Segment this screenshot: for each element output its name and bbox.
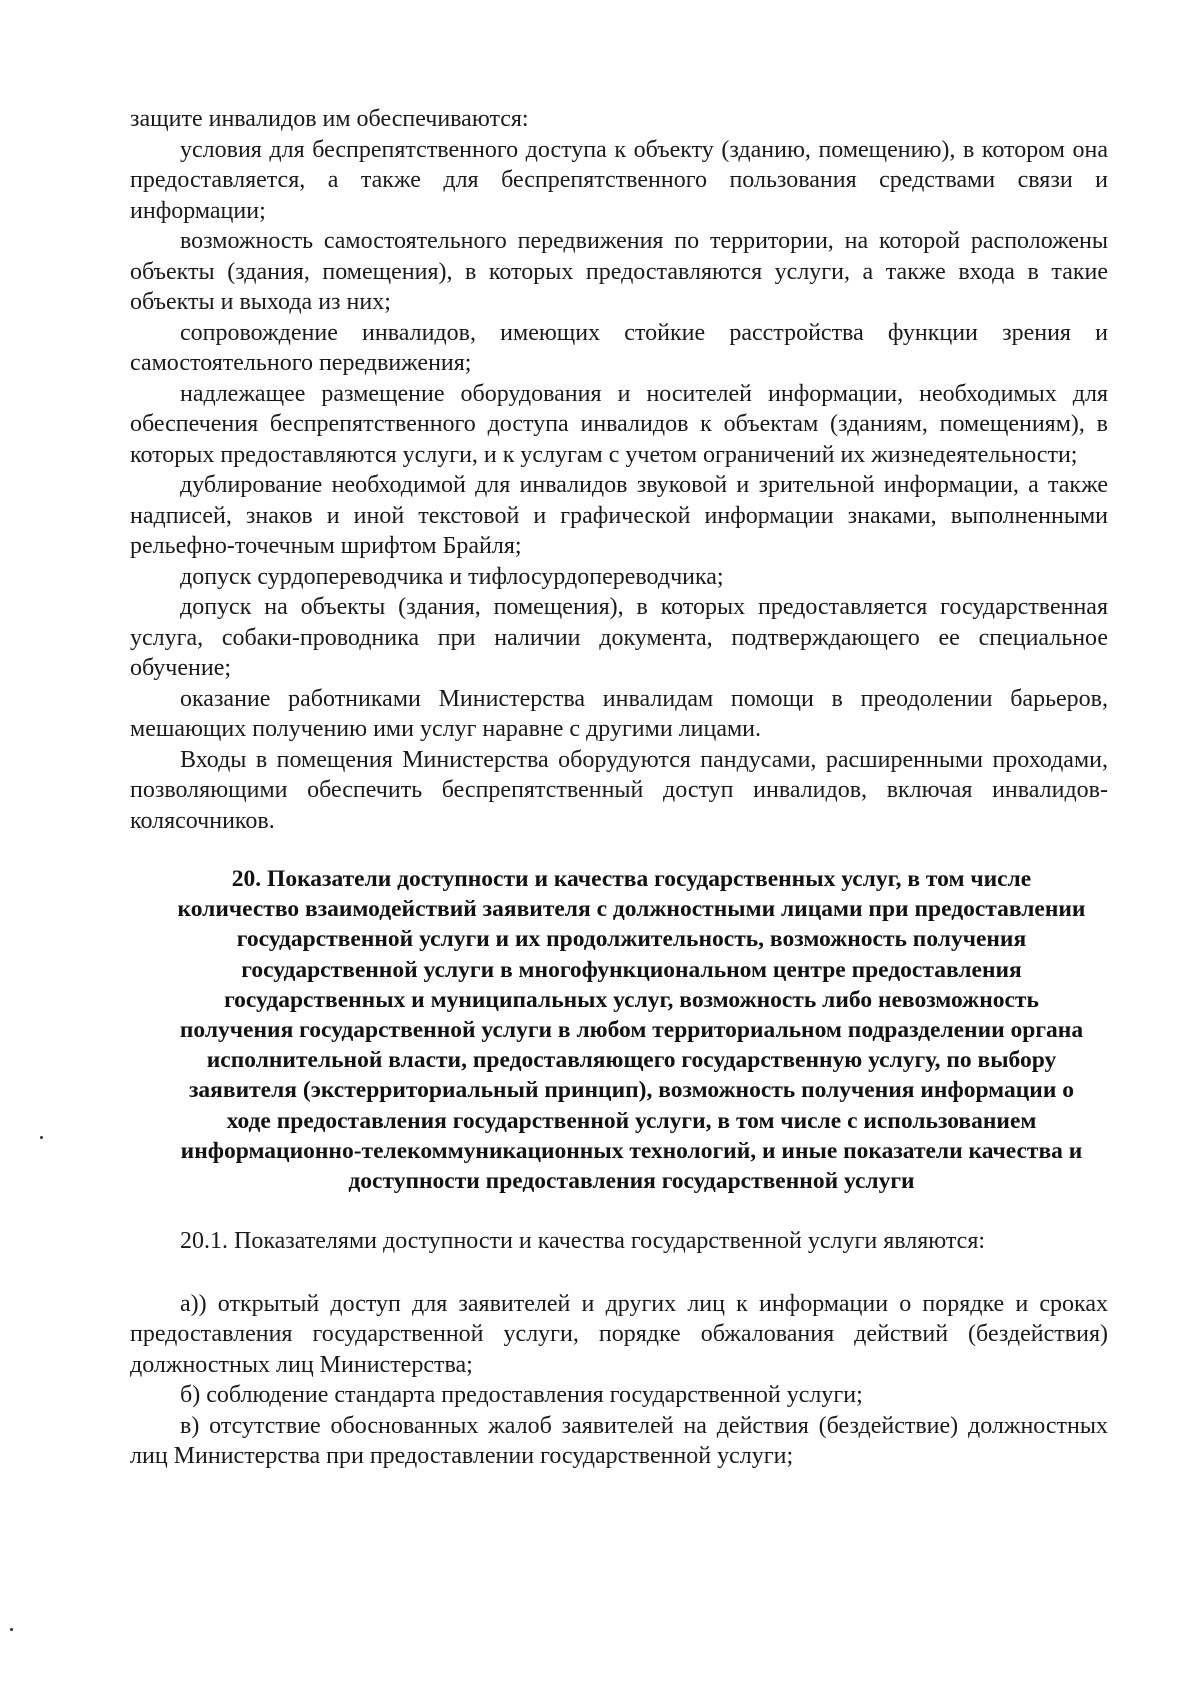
section-heading: 20. Показатели доступности и качества государственных услуг, в том числе количество взаимодействий заявителя с должностными лицами при предоставлении государственной услуги и их продолжительность, возможность получения государственной услуги в многофункциональном центре предоставления государственных и муниципальных услуг, возможность либо невозможность получения государственной услуги в любом территориальном подразделении органа исполнительной власти, предоставляющего государственную услугу, по выбору заявителя (экстерриториальный принцип), возможность получения информации о ходе предоставления государственной услуги, в том числе с использованием информационно-телекоммуникационных технологий, и иные показатели качества и доступности предоставления государственной услуги	[177, 866, 1086, 1195]
paragraph-sign-interpreter: допуск сурдопереводчика и тифлосурдопереводчика;	[180, 563, 724, 590]
paragraph-guide-dog: допуск на объекты (здания, помещения), в которых предоставляется государственная услуга, собаки-проводника при наличии документа, подтверждающего ее специальное обучение;	[130, 594, 1108, 681]
paragraph-no-complaints: в) отсутствие обоснованных жалоб заявителей на действия (бездействие) должностных лиц Министерства при предоставлении государственной услуги;	[130, 1412, 1108, 1470]
paragraph-movement: возможность самостоятельного передвижения по территории, на которой расположены объекты (здания, помещения), в которых предоставляются услуги, а также входа в такие объекты и выхода из них;	[130, 228, 1108, 315]
paragraph-accompaniment: сопровождение инвалидов, имеющих стойкие расстройства функции зрения и самостоятельного передвижения;	[130, 319, 1108, 376]
paragraph-indicators-intro: 20.1. Показателями доступности и качества государственной услуги являются:	[180, 1228, 986, 1255]
paragraph-entrances: Входы в помещения Министерства оборудуются пандусами, расширенными проходами, позволяющими обеспечить беспрепятственный доступ инвалидов, включая инвалидов-колясочников.	[130, 746, 1108, 834]
paragraph-duplication: дублирование необходимой для инвалидов звуковой и зрительной информации, а также надписей, знаков и иной текстовой и графической информации знаками, выполненными рельефно-точечным шрифтом Брайля;	[130, 472, 1108, 559]
scan-dot-mark	[40, 1136, 43, 1139]
paragraph-staff-help: оказание работниками Министерства инвалидам помощи в преодолении барьеров, мешающих получению ими услуг наравне с другими лицами.	[130, 685, 1108, 742]
paragraph-open-access: а)) открытый доступ для заявителей и других лиц к информации о порядке и сроках предоставления государственной услуги, порядке обжалования действий (бездействия) должностных лиц Министерства;	[130, 1290, 1108, 1378]
paragraph-equipment: надлежащее размещение оборудования и носителей информации, необходимых для обеспечения беспрепятственного доступа инвалидов к объектам (зданиям, помещениям), в которых предоставляются услуги, и к услугам с учетом ограничений их жизнедеятельности;	[130, 380, 1108, 468]
scan-dot-mark	[10, 1628, 13, 1631]
paragraph-intro: защите инвалидов им обеспечиваются:	[130, 106, 529, 132]
paragraph-standard-compliance: б) соблюдение стандарта предоставления государственной услуги;	[180, 1382, 863, 1409]
document-body	[130, 104, 1108, 1472]
paragraph-access-conditions: условия для беспрепятственного доступа к объекту (зданию, помещению), в котором она предоставляется, а также для беспрепятственного пользования средствами связи и информации;	[130, 136, 1108, 224]
section-heading-block	[130, 864, 1108, 1196]
